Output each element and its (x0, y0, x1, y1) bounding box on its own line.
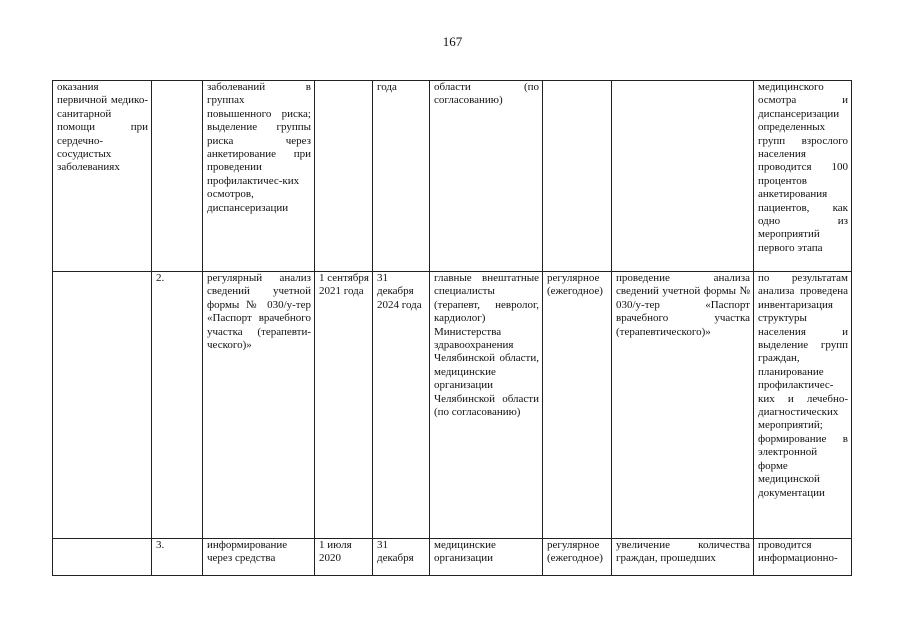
table-row (53, 81, 852, 272)
cell-indicator: по результатам анализа проведена инвентаризация структуры населения и выделение групп граждан, планирование профилактичес-ких и лечебно-диагностических мероприятий; формирование в электронной форме медицинской документации (754, 272, 852, 539)
cell-goal (53, 272, 152, 539)
cell-periodicity: регулярное (ежегодное) (543, 272, 612, 539)
page-number: 167 (442, 34, 463, 49)
cell-indicator: проводится информационно- (754, 539, 852, 576)
cell-indicator: медицинского осмотра и диспансеризации определенных групп взрослого населения проводится 100 процентов анкетирования пациентов, как одно из мероприятий первого этапа (754, 81, 852, 272)
cell-responsible: главные внештатные специалисты (терапевт, невролог, кардиолог) Министерства здравоохранения Челябинской области, медицинские организации Челябинской области (по согласованию) (430, 272, 543, 539)
cell-goal (53, 539, 152, 576)
cell-periodicity: регулярное (ежегодное) (543, 539, 612, 576)
cell-start-date: 1 июля 2020 (315, 539, 373, 576)
cell-number (152, 81, 203, 272)
cell-end-date: года (373, 81, 430, 272)
cell-number: 2. (152, 272, 203, 539)
cell-measure: заболеваний в группах повышенного риска; выделение группы риска через анкетирование при проведении профилактичес-ких осмотров, диспансеризации (203, 81, 315, 272)
cell-result (612, 81, 754, 272)
cell-responsible: медицинские организации (430, 539, 543, 576)
cell-result: увеличение количества граждан, прошедших (612, 539, 754, 576)
cell-responsible: области (по согласованию) (430, 81, 543, 272)
cell-periodicity (543, 81, 612, 272)
cell-result: проведение анализа сведений учетной формы № 030/у-тер «Паспорт врачебного участка (терапевтического)» (612, 272, 754, 539)
cell-end-date: 31 декабря 2024 года (373, 272, 430, 539)
cell-goal: оказания первичной медико-санитарной помощи при сердечно-сосудистых заболеваниях (53, 81, 152, 272)
table-row (53, 272, 852, 539)
cell-measure: регулярный анализ сведений учетной формы № 030/у-тер «Паспорт врачебного участка (терапевти-ческого)» (203, 272, 315, 539)
cell-start-date: 1 сентября 2021 года (315, 272, 373, 539)
table-row (53, 539, 852, 576)
cell-start-date (315, 81, 373, 272)
cell-number: 3. (152, 539, 203, 576)
cell-measure: информирование через средства (203, 539, 315, 576)
plan-table (52, 80, 852, 576)
cell-end-date: 31 декабря (373, 539, 430, 576)
